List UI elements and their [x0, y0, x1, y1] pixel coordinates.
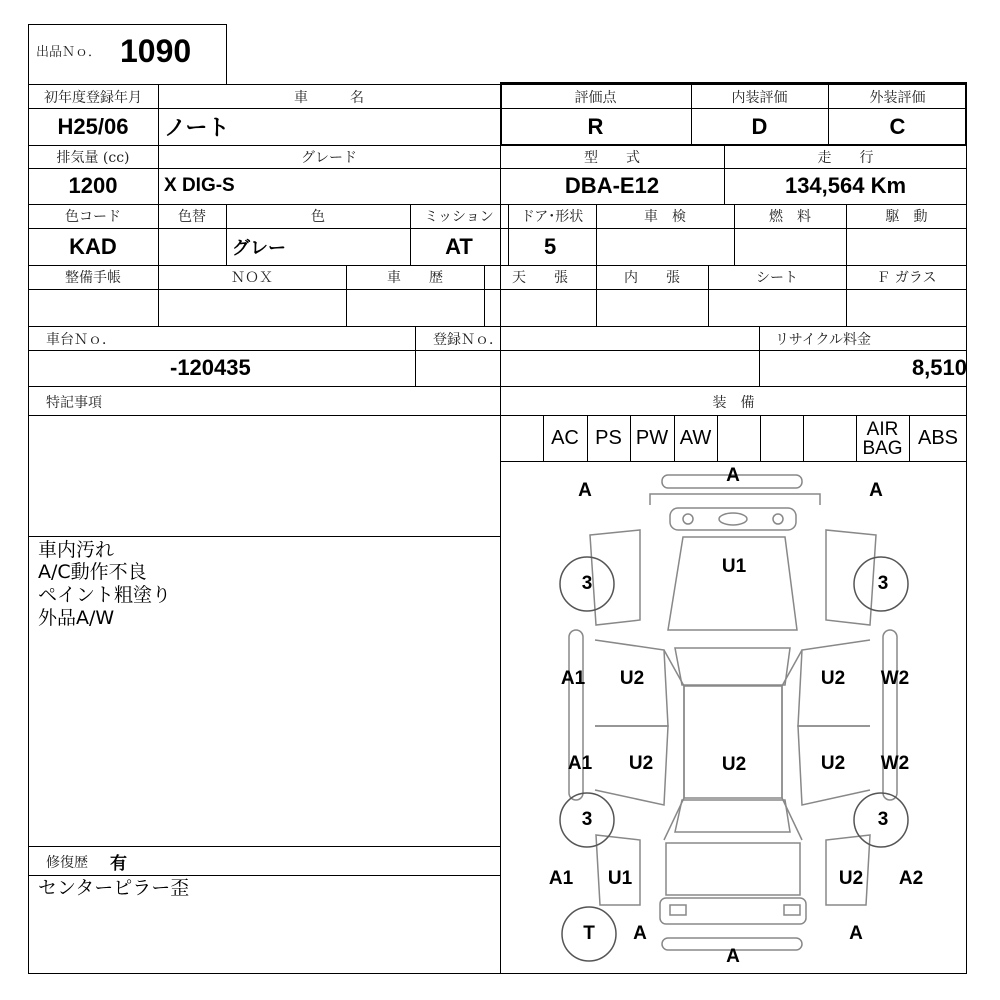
- score-label: 評価点: [574, 89, 617, 106]
- damage-mark: U2: [820, 753, 846, 774]
- model-value: DBA-E12: [564, 173, 660, 198]
- note-line: ペイント粗塗り: [38, 584, 172, 606]
- damage-mark: U2: [628, 753, 654, 774]
- equipment-label: 装 備: [712, 394, 755, 411]
- drive-label: 駆 動: [885, 209, 928, 225]
- equipment-item: [803, 416, 856, 461]
- inspection-label: 車 検: [644, 209, 686, 225]
- transmission-label: ミッション: [424, 209, 494, 225]
- damage-mark: W2: [880, 668, 910, 689]
- damage-mark: 3: [581, 809, 593, 830]
- mileage-label: 走 行: [817, 149, 874, 166]
- equipment-pw: PW: [635, 427, 669, 449]
- grade-value: X DIG-S: [164, 175, 235, 196]
- damage-mark: U2: [721, 754, 747, 775]
- damage-mark: A2: [898, 868, 924, 889]
- equipment-ps: PS: [595, 427, 622, 449]
- repair-history-value: 有: [110, 854, 127, 874]
- chassis-value: -120435: [170, 355, 251, 380]
- maintenance-label: 整備手帳: [65, 270, 121, 286]
- interior-roof-value: [596, 289, 708, 326]
- color-value: グレー: [232, 237, 286, 258]
- history-value: [346, 289, 484, 326]
- roof-label: 天 張: [512, 270, 568, 286]
- recycle-value: 8,510: [911, 355, 967, 380]
- damage-mark: A: [849, 923, 863, 944]
- interior-roof-label: 内 張: [624, 270, 680, 286]
- damage-mark: U2: [619, 668, 645, 689]
- repair-detail: センターピラー歪: [38, 877, 190, 899]
- damage-mark: U2: [838, 868, 864, 889]
- damage-mark: A1: [548, 868, 574, 889]
- damage-mark: A1: [560, 668, 586, 689]
- interior-value: D: [751, 113, 768, 139]
- note-line: A/C動作不良: [38, 561, 147, 583]
- history-label: 車 歴: [387, 270, 443, 286]
- damage-mark: A1: [567, 753, 593, 774]
- damage-mark: A: [578, 480, 592, 501]
- interior-label: 内装評価: [731, 89, 788, 106]
- registration-value: [415, 350, 759, 386]
- car-name-label: 車 名: [294, 89, 364, 106]
- lot-label: 出品Ｎｏ．: [36, 44, 102, 60]
- first-reg-label: 初年度登録年月: [44, 89, 142, 106]
- grade-label: グレード: [301, 149, 357, 166]
- f-glass-label: Ｆ ガラス: [876, 270, 937, 286]
- damage-mark: 3: [877, 809, 889, 830]
- damage-mark: U1: [607, 868, 633, 889]
- color-change-label: 色替: [178, 209, 206, 225]
- equipment-aw: AW: [679, 427, 712, 449]
- repair-history-label: 修復歴: [46, 854, 88, 871]
- damage-mark: 3: [581, 573, 593, 594]
- equipment-airbag: AIR BAG: [862, 418, 903, 459]
- transmission-value: AT: [445, 233, 473, 259]
- chassis-label: 車台Ｎｏ．: [46, 332, 116, 348]
- equipment-ac: AC: [551, 427, 579, 449]
- lot-number: 1090: [120, 32, 192, 69]
- color-change-value: [158, 228, 226, 265]
- f-glass-value: [846, 289, 967, 326]
- seat-label: シート: [756, 270, 798, 286]
- roof-value: [484, 289, 596, 326]
- car-name-value: ノート: [164, 115, 230, 140]
- inspection-value: [596, 228, 734, 265]
- car-damage-diagram: [501, 462, 967, 974]
- color-code-value: KAD: [69, 233, 117, 259]
- damage-mark: A: [633, 923, 647, 944]
- damage-mark: 3: [877, 573, 889, 594]
- damage-mark: A: [726, 946, 740, 967]
- drive-value: [846, 228, 967, 265]
- registration-label: 登録Ｎｏ．: [433, 332, 503, 348]
- door-shape-label: ドア･形状: [520, 209, 584, 225]
- first-reg-value: H25/06: [57, 113, 129, 139]
- damage-mark: A: [869, 480, 883, 501]
- equipment-item: [760, 416, 803, 461]
- fuel-value: [734, 228, 846, 265]
- seat-value: [708, 289, 846, 326]
- damage-mark: A: [726, 465, 740, 486]
- color-label: 色: [311, 209, 325, 225]
- note-line: 外品A/W: [38, 607, 115, 629]
- model-label: 型 式: [584, 149, 640, 166]
- nox-label: ＮＯＸ: [231, 270, 273, 286]
- equipment-abs: ABS: [917, 427, 959, 449]
- nox-value: [158, 289, 346, 326]
- color-code-label: 色コード: [65, 209, 121, 225]
- damage-mark: T: [583, 923, 595, 944]
- displacement-value: 1200: [68, 173, 118, 198]
- damage-mark: W2: [880, 753, 910, 774]
- damage-mark: U1: [721, 556, 747, 577]
- maintenance-value: [28, 289, 158, 326]
- fuel-label: 燃 料: [769, 209, 811, 225]
- note-line: 車内汚れ: [38, 539, 115, 561]
- equipment-item: [501, 416, 543, 461]
- exterior-value: C: [889, 113, 906, 139]
- mileage-value: 134,564 Km: [784, 173, 907, 198]
- damage-mark: U2: [820, 668, 846, 689]
- notes-label: 特記事項: [46, 394, 102, 411]
- door-shape-value: 5: [544, 233, 557, 259]
- exterior-label: 外装評価: [869, 89, 926, 106]
- displacement-label: 排気量 (cc): [56, 149, 130, 166]
- equipment-item: [717, 416, 760, 461]
- score-value: R: [587, 113, 604, 139]
- recycle-label: リサイクル料金: [775, 332, 872, 348]
